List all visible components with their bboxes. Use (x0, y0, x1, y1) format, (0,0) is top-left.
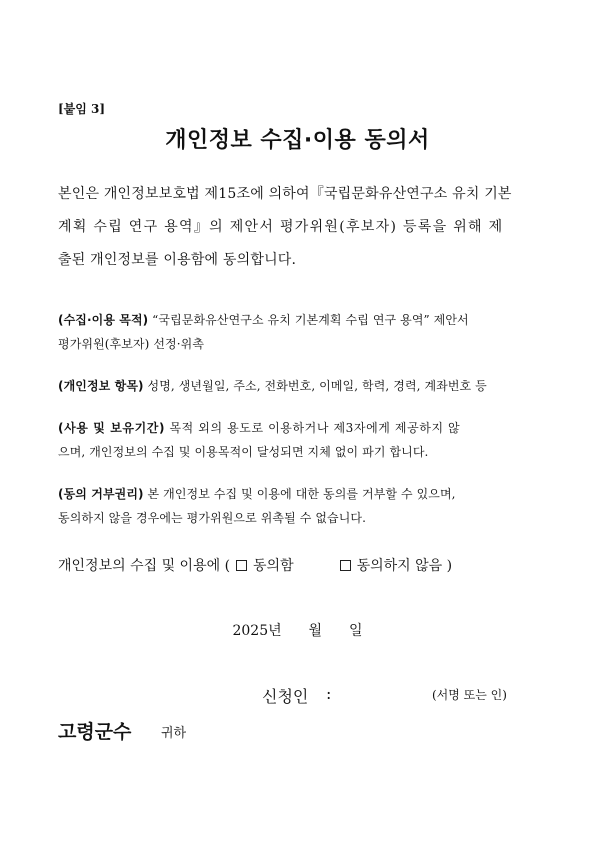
agree-checkbox[interactable] (236, 560, 247, 571)
purpose-heading: (수집·이용 목적) (58, 313, 149, 327)
disagree-label: 동의하지 않음 ) (356, 558, 453, 574)
signature-note: (서명 또는 인) (432, 688, 507, 702)
date-month: 월 (308, 623, 323, 639)
period-text-1: 목적 외의 용도로 이용하거나 제3자에게 제공하지 않 (165, 421, 461, 435)
recipient-honorific: 귀하 (161, 726, 187, 741)
purpose-section (58, 311, 469, 328)
items-text-1: 성명, 생년월일, 주소, 전화번호, 이메일, 학력, 경력, 계좌번호 등 (143, 379, 487, 393)
date-year: 2025년 (232, 623, 282, 639)
refusal-heading: (동의 거부권리) (58, 487, 144, 501)
document-title: 개인정보 수집·이용 동의서 (165, 128, 430, 153)
applicant-colon: : (326, 684, 332, 703)
refusal-text-1: 본 개인정보 수집 및 이용에 대한 동의를 거부할 수 있으며, (143, 487, 456, 501)
agree-label: 동의함 (253, 558, 294, 574)
intro-line-3: 출된 개인정보를 이용함에 동의합니다. (58, 252, 297, 268)
purpose-text-1: “국립문화유산연구소 유치 기본계획 수립 연구 용역” 제안서 (148, 313, 469, 327)
items-section (58, 377, 487, 394)
applicant-label: 신청인 (262, 687, 309, 706)
date-line (0, 620, 595, 640)
items-heading: (개인정보 항목) (58, 379, 144, 393)
intro-line-2: 계획 수립 연구 용역』의 제안서 평가위원(후보자) 등록을 위해 제 (58, 219, 504, 235)
date-day: 일 (348, 623, 363, 639)
consent-line (58, 555, 452, 575)
disagree-checkbox[interactable] (340, 560, 351, 571)
consent-prefix: 개인정보의 수집 및 이용에 ( (58, 558, 231, 574)
period-section (58, 419, 460, 436)
period-text-2: 으며, 개인정보의 수집 및 이용목적이 달성되면 지체 없이 파기 합니다. (58, 445, 429, 459)
purpose-text-2: 평가위원(후보자) 선정·위촉 (58, 337, 205, 351)
attachment-label: [붙임 3] (58, 102, 106, 116)
refusal-section (58, 485, 456, 502)
recipient-name: 고령군수 (58, 721, 132, 743)
period-heading: (사용 및 보유기간) (58, 421, 166, 435)
refusal-text-2: 동의하지 않을 경우에는 평가위원으로 위촉될 수 없습니다. (58, 511, 367, 525)
intro-line-1: 본인은 개인정보보호법 제15조에 의하여『국립문화유산연구소 유치 기본 (58, 186, 512, 202)
